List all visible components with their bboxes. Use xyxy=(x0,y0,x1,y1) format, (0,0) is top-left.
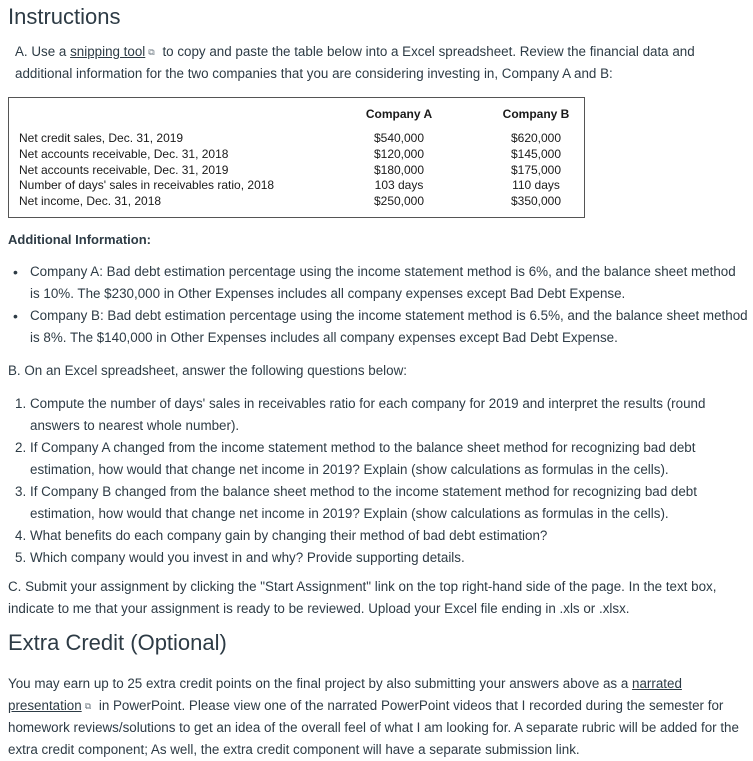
company-b-value: 110 days xyxy=(512,178,560,193)
company-b-value: $620,000 xyxy=(510,131,562,145)
extra-credit-heading: Extra Credit (Optional) xyxy=(8,630,227,655)
company-a-value: 103 days xyxy=(374,178,424,193)
external-link-icon: ⧉ xyxy=(84,701,92,711)
company-a-column xyxy=(354,131,444,210)
part-c-paragraph: C. Submit your assignment by clicking the "Start Assignment" link on the top right-hand side of the page. In the text box, indicate to me that your assignment is ready to be reviewed. Upload your Excel file ending in .xls or .xlsx. xyxy=(8,579,717,616)
external-link-icon: ⧉ xyxy=(148,47,155,57)
header-company-b: Company B xyxy=(502,107,570,121)
company-a-value: $120,000 xyxy=(373,146,425,161)
company-a-value: $250,000 xyxy=(373,194,425,209)
snipping-tool-link[interactable]: snipping tool xyxy=(70,44,146,59)
question-item xyxy=(8,525,748,547)
question-item xyxy=(8,393,748,437)
row-label: Net accounts receivable, Dec. 31, 2018 xyxy=(19,146,229,161)
question-text: If Company A changed from the income statement method to the balance sheet method for recognizing bad debt estimation, how would that change net income in 2019? Explain (show calculations as formulas in the cells). xyxy=(30,440,696,477)
question-number: 1. xyxy=(15,396,27,411)
company-b-column xyxy=(491,131,581,210)
questions-list xyxy=(8,393,748,569)
question-number: 2. xyxy=(15,440,27,455)
page-title: Instructions xyxy=(8,4,121,29)
row-labels xyxy=(19,131,274,210)
list-item: • Company A: Bad debt estimation percentage using the income statement method is 6%, and the balance sheet method is 10%. The $230,000 in Other Expenses includes all company expenses except Bad Debt Expense. xyxy=(8,261,748,305)
row-label: Number of days' sales in receivables ratio, 2018 xyxy=(19,178,275,193)
part-a-paragraph xyxy=(15,41,745,85)
row-label: Net income, Dec. 31, 2018 xyxy=(19,194,162,209)
question-item xyxy=(8,437,748,481)
list-item: • Company B: Bad debt estimation percentage using the income statement method is 6.5%, and the balance sheet method is 8%. The $140,000 in Other Expenses includes all company expenses except Bad Debt Expense. xyxy=(8,305,748,349)
part-b-paragraph: B. On an Excel spreadsheet, answer the following questions below: xyxy=(8,363,407,378)
extra-credit-suffix: in PowerPoint. Please view one of the narrated PowerPoint videos that I recorded during the semester for homework reviews/solutions to get an idea of the overall feel of what I am looking for. A separate rubric will be added for the extra credit component; As well, the extra credit component will have a separate submission link. xyxy=(8,698,739,757)
additional-info-list xyxy=(8,261,748,349)
row-label: Net credit sales, Dec. 31, 2019 xyxy=(19,131,184,145)
extra-credit-prefix: You may earn up to 25 extra credit points on the final project by also submitting your answers above as a xyxy=(8,676,633,691)
question-text: What benefits do each company gain by changing their method of bad debt estimation? xyxy=(30,528,548,543)
question-item xyxy=(8,547,748,569)
question-text: If Company B changed from the balance sheet method to the income statement method for recognizing bad debt estimation, how would that change net income in 2019? Explain (show calculations as formulas in the cells). xyxy=(30,484,697,521)
question-text: Which company would you invest in and why? Provide supporting details. xyxy=(30,550,465,565)
question-number: 4. xyxy=(15,528,27,543)
part-a-suffix: to copy and paste the table below into a Excel spreadsheet. Review the financial data and additional information for the two companies that you are considering investing in, Company A and B: xyxy=(15,44,695,81)
company-b-value: $145,000 xyxy=(510,146,562,161)
narrated-presentation-link[interactable]: narrated presentation xyxy=(8,676,682,713)
additional-info-heading: Additional Information: xyxy=(8,232,151,247)
extra-credit-paragraph xyxy=(8,673,750,761)
question-text: Compute the number of days' sales in receivables ratio for each company for 2019 and interpret the results (round answers to nearest whole number). xyxy=(30,396,706,433)
question-item xyxy=(8,481,748,525)
company-b-value: $175,000 xyxy=(510,162,562,177)
row-label: Net accounts receivable, Dec. 31, 2019 xyxy=(19,162,229,177)
part-a-prefix: A. Use a xyxy=(15,44,71,59)
header-company-a: Company A xyxy=(365,107,433,121)
question-number: 3. xyxy=(15,484,27,499)
question-number: 5. xyxy=(15,550,27,565)
financial-data-table xyxy=(8,97,585,218)
company-a-value: $180,000 xyxy=(373,162,425,177)
company-b-value: $350,000 xyxy=(510,194,562,209)
company-a-value: $540,000 xyxy=(373,131,425,145)
